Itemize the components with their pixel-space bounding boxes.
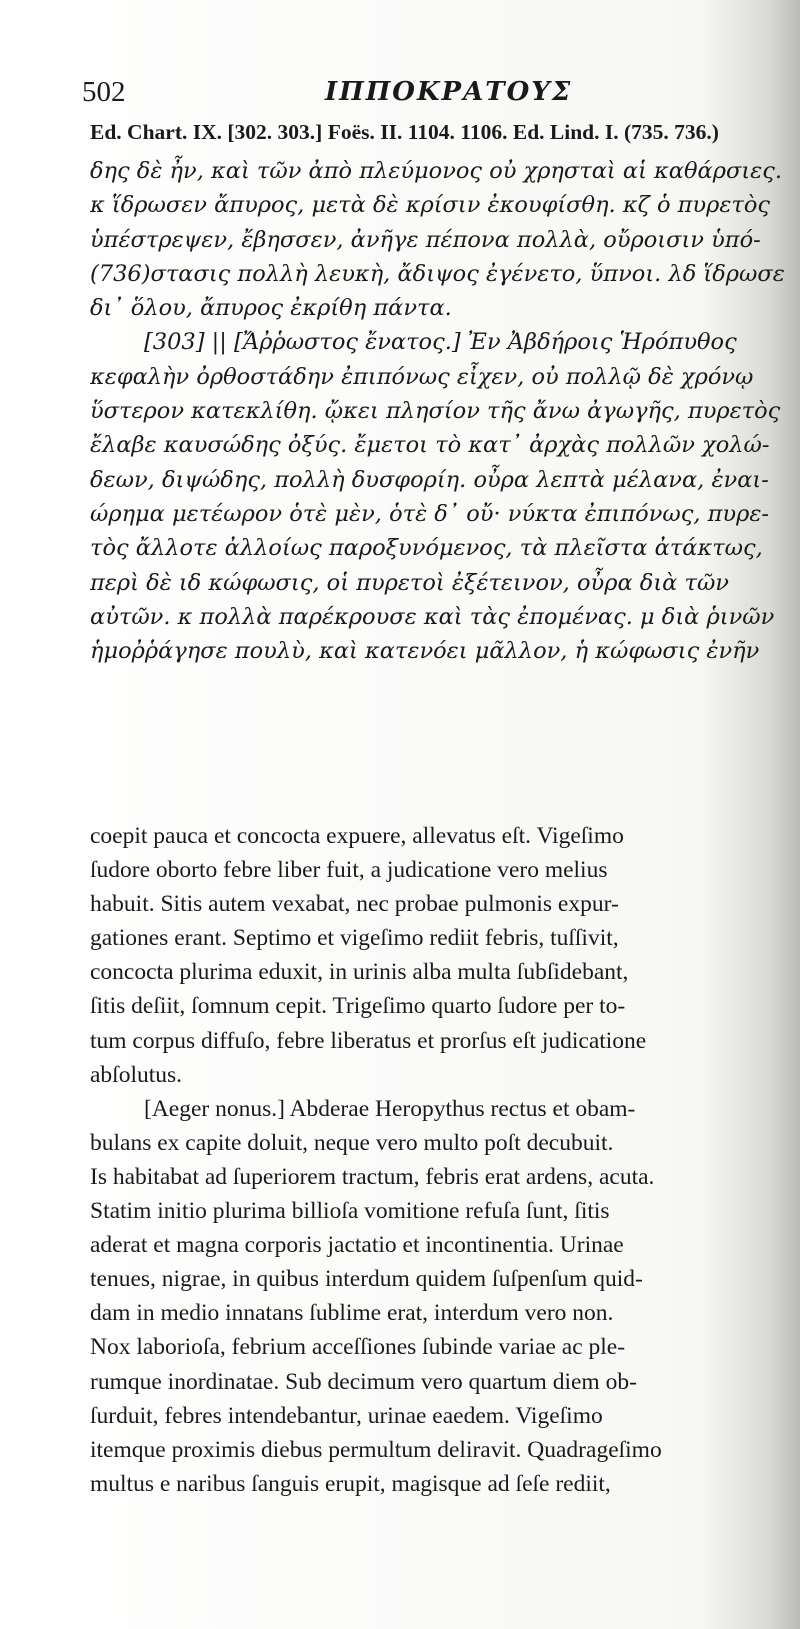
latin-line: tenues, nigrae, in quibus interdum quidem ſuſpenſum quid-	[90, 1266, 643, 1293]
latin-line: ſudore oborto febre liber fuit, a judicatione vero melius	[90, 857, 608, 884]
greek-line: ἔλαβε καυσώδης ὀξύς. ἔμετοι τὸ κατ᾽ ἀρχὰς πολλῶν χολώ-	[90, 432, 770, 459]
latin-line: bulans ex capite doluit, neque vero multo poſt decubuit.	[90, 1129, 614, 1156]
greek-line: δι᾽ ὅλου, ἄπυρος ἐκρίθη πάντα.	[90, 295, 452, 322]
latin-line: ſurduit, febres intendebantur, urinae eaedem. Vigeſimo	[90, 1402, 603, 1429]
latin-line: Statim initio plurima billioſa vomitione refuſa ſunt, ſitis	[90, 1198, 610, 1225]
greek-line: τὸς ἄλλοτε ἀλλοίως παροξυνόμενος, τὰ πλεῖστα ἀτάκτως,	[90, 535, 763, 562]
latin-line: [Aeger nonus.] Abderae Heropythus rectus et obam-	[144, 1095, 636, 1122]
latin-line: habuit. Sitis autem vexabat, nec probae pulmonis expur-	[90, 891, 619, 918]
greek-line: κεφαλὴν ὀρθοστάδην ἐπιπόνως εἶχεν, οὐ πολλῷ δὲ χρόνῳ	[90, 363, 754, 390]
greek-line: περὶ δὲ ιδ κώφωσις, οἱ πυρετοὶ ἐξέτεινον, οὖρα διὰ τῶν	[90, 569, 729, 596]
latin-line: coepit pauca et concocta expuere, allevatus eſt. Vigeſimo	[90, 823, 624, 849]
latin-line: abſolutus.	[90, 1061, 183, 1088]
latin-line: gationes erant. Septimo et vigeſimo rediit febris, tuſſivit,	[90, 925, 619, 952]
latin-text-block	[90, 819, 790, 1501]
latin-line: multus e naribus ſanguis erupit, magisque ad ſeſe rediit,	[90, 1470, 611, 1497]
latin-line: rumque inordinatae. Sub decimum vero quartum diem ob-	[90, 1368, 637, 1395]
greek-line: ὑπέστρεψεν, ἔβησσεν, ἀνῆγε πέπονα πολλὰ, οὔροισιν ὑπό-	[90, 226, 761, 253]
latin-line: concocta plurima eduxit, in urinis alba multa ſubſidebant,	[90, 959, 629, 986]
greek-line: κ ἵδρωσεν ἄπυρος, μετὰ δὲ κρίσιν ἐκουφίσθη. κζ ὁ πυρετὸς	[90, 192, 771, 219]
greek-line: δεων, διψώδης, πολλὴ δυσφορίη. οὖρα λεπτὰ μέλανα, ἐναι-	[90, 466, 769, 493]
latin-line: itemque proximis diebus permultum deliravit. Quadrageſimo	[90, 1436, 662, 1463]
latin-line: dam in medio innatans ſublime erat, interdum vero non.	[90, 1300, 614, 1327]
greek-text-block	[90, 154, 790, 668]
page-number: 502	[82, 76, 126, 108]
greek-line: (736)στασις πολλὴ λευκὴ, ἄδιψος ἐγένετο, ὕπνοι. λδ ἵδρωσε	[90, 260, 785, 287]
latin-line: ſitis deſiit, ſomnum cepit. Trigeſimo quarto ſudore per to-	[90, 993, 626, 1020]
greek-line: αὐτῶν. κ πολλὰ παρέκρουσε καὶ τὰς ἐπομένας. μ διὰ ῥινῶν	[90, 603, 775, 630]
greek-line: [303] || [Ἄῤῥωστος ἔνατος.] Ἐν Ἀβδήροις Ἡρόπυθος	[144, 329, 737, 356]
latin-line: tum corpus diffuſo, febre liberatus et prorſus eſt judicatione	[90, 1027, 647, 1054]
greek-line: δης δὲ ἦν, καὶ τῶν ἀπὸ πλεύμονος οὐ χρησταὶ αἱ καθάρσιες.	[90, 158, 782, 184]
running-head: ΙΠΠΟΚΡΑΤΟΥΣ	[325, 77, 573, 107]
greek-line: ώρημα μετέωρον ὁτὲ μὲν, ὁτὲ δ᾽ οὔ· νύκτα ἐπιπόνως, πυρε-	[90, 500, 770, 527]
greek-line: ὕστερον κατεκλίθη. ᾤκει πλησίον τῆς ἄνω ἀγωγῆς, πυρετὸς	[90, 398, 781, 425]
latin-line: Is habitabat ad ſuperiorem tractum, febris erat ardens, acuta.	[90, 1163, 655, 1190]
latin-line: aderat et magna corporis jactatio et incontinentia. Urinae	[90, 1232, 624, 1259]
greek-line: ἡμοῤῥάγησε πουλὺ, καὶ κατενόει μᾶλλον, ἡ κώφωσις ἐνῆν	[90, 638, 760, 665]
latin-line: Nox laborioſa, febrium acceſſiones ſubinde variae ac ple-	[90, 1334, 626, 1361]
edition-references: Ed. Chart. IX. [302. 303.] Foës. II. 1104. 1106. Ed. Lind. I. (735. 736.)	[90, 120, 719, 144]
page-header	[82, 76, 772, 116]
